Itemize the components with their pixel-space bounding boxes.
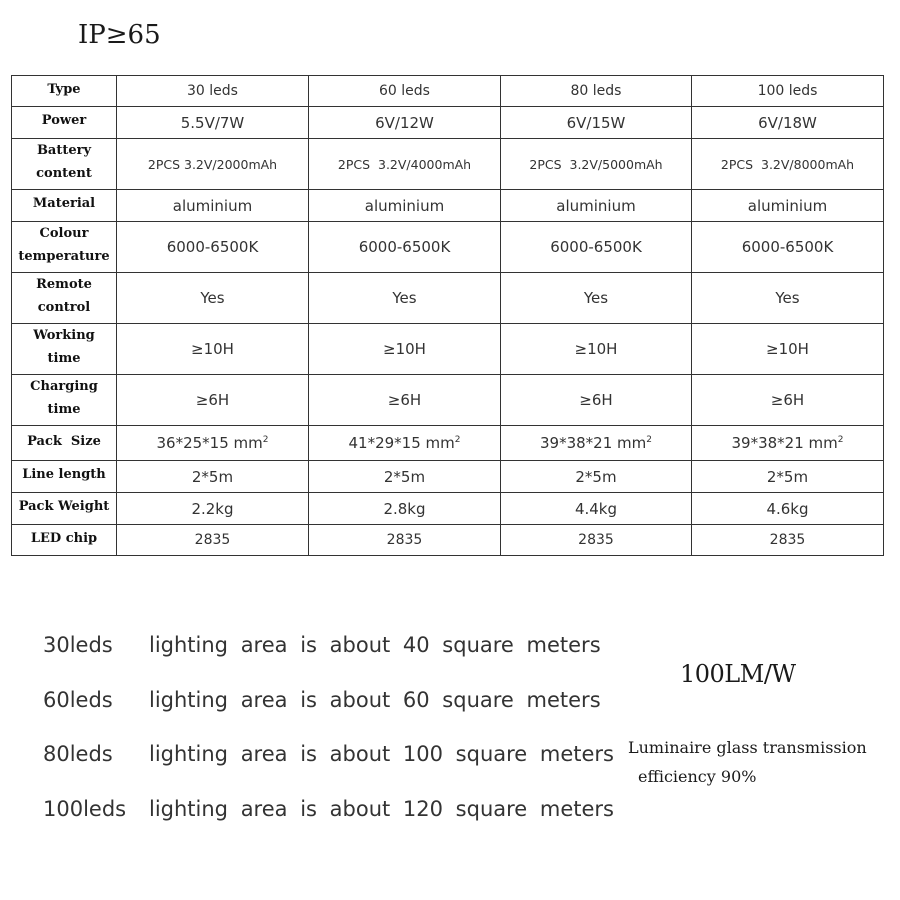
table-cell: ≥10H — [692, 324, 884, 375]
table-cell: ≥6H — [117, 375, 309, 426]
table-cell: 2.2kg — [117, 493, 309, 525]
table-cell: Yes — [501, 273, 692, 324]
unit-superscript: 2 — [837, 435, 844, 445]
row-label-led-chip: LED chip — [12, 525, 117, 556]
table-header-row — [12, 76, 884, 107]
table-cell: Yes — [692, 273, 884, 324]
glass-note-line: Luminaire glass transmission — [628, 738, 867, 757]
table-row — [12, 222, 884, 273]
lighting-area-list — [43, 618, 614, 836]
pack-size-value: 39*38*21 mm — [540, 434, 647, 452]
table-row — [12, 525, 884, 556]
table-cell: 2835 — [309, 525, 501, 556]
row-label-power: Power — [12, 107, 117, 139]
table-cell: 2*5m — [117, 461, 309, 493]
table-cell — [309, 426, 501, 461]
table-row — [12, 107, 884, 139]
list-item — [43, 618, 614, 673]
row-label-colour-temperature — [12, 222, 117, 273]
table-cell: Yes — [309, 273, 501, 324]
header-80-leds: 80 leds — [501, 76, 692, 107]
table-row — [12, 139, 884, 190]
ip-rating-heading: IP≥65 — [78, 20, 161, 50]
row-label-line: Remote — [36, 277, 92, 292]
table-cell — [117, 426, 309, 461]
table-cell: ≥6H — [309, 375, 501, 426]
list-item — [43, 673, 614, 728]
row-label-battery-content — [12, 139, 117, 190]
area-text: lighting area is about 120 square meters — [149, 797, 614, 822]
row-label-pack-weight: Pack Weight — [12, 493, 117, 525]
table-cell: 6000-6500K — [501, 222, 692, 273]
pack-size-value: 41*29*15 mm — [348, 434, 455, 452]
area-text: lighting area is about 40 square meters — [149, 633, 601, 658]
table-cell: aluminium — [309, 190, 501, 222]
leds-label: 80leds — [43, 742, 113, 767]
row-label-material: Material — [12, 190, 117, 222]
area-text: lighting area is about 60 square meters — [149, 687, 601, 712]
table-cell: 6000-6500K — [692, 222, 884, 273]
table-row — [12, 273, 884, 324]
leds-label: 60leds — [43, 687, 113, 712]
table-cell: 6V/18W — [692, 107, 884, 139]
row-label-line-length: Line length — [12, 461, 117, 493]
table-row — [12, 375, 884, 426]
table-cell: 5.5V/7W — [117, 107, 309, 139]
list-item — [43, 782, 614, 837]
table-cell: 2835 — [117, 525, 309, 556]
spec-table — [11, 75, 884, 556]
table-row — [12, 324, 884, 375]
table-row — [12, 461, 884, 493]
table-cell: aluminium — [117, 190, 309, 222]
table-cell: 4.6kg — [692, 493, 884, 525]
luminous-efficacy: 100LM/W — [680, 660, 796, 688]
table-cell: ≥10H — [309, 324, 501, 375]
table-cell: ≥6H — [692, 375, 884, 426]
table-row — [12, 493, 884, 525]
area-text: lighting area is about 100 square meters — [149, 742, 614, 767]
table-cell — [692, 426, 884, 461]
table-cell: 6V/12W — [309, 107, 501, 139]
row-label-remote-control — [12, 273, 117, 324]
header-type: Type — [12, 76, 117, 107]
unit-superscript: 2 — [262, 435, 269, 445]
table-cell: aluminium — [692, 190, 884, 222]
row-label-line: temperature — [18, 249, 110, 264]
row-label-pack-size: Pack Size — [12, 426, 117, 461]
row-label-line: Working — [33, 328, 95, 343]
glass-note-line: efficiency 90% — [638, 767, 757, 786]
table-cell: 2*5m — [501, 461, 692, 493]
table-cell: 6000-6500K — [117, 222, 309, 273]
table-cell: 2835 — [692, 525, 884, 556]
table-cell: ≥10H — [501, 324, 692, 375]
table-cell: 2PCS 3.2V/8000mAh — [692, 139, 884, 190]
row-label-line: Battery — [36, 143, 92, 158]
unit-superscript: 2 — [646, 435, 652, 445]
leds-label: 100leds — [43, 797, 127, 822]
header-60-leds: 60 leds — [309, 76, 501, 107]
leds-label: 30leds — [43, 633, 113, 658]
row-label-charging-time — [12, 375, 117, 426]
table-row — [12, 190, 884, 222]
table-cell: 2*5m — [692, 461, 884, 493]
row-label-line: content — [36, 166, 92, 181]
table-cell: 2*5m — [309, 461, 501, 493]
header-30-leds: 30 leds — [117, 76, 309, 107]
table-cell: 6000-6500K — [309, 222, 501, 273]
pack-size-value: 39*38*21 mm — [731, 434, 838, 452]
table-cell — [501, 426, 692, 461]
table-cell: Yes — [117, 273, 309, 324]
table-cell: ≥10H — [117, 324, 309, 375]
row-label-line: time — [47, 402, 81, 417]
unit-superscript: 2 — [454, 435, 461, 445]
table-cell: 2.8kg — [309, 493, 501, 525]
table-row — [12, 426, 884, 461]
row-label-line: control — [37, 300, 91, 315]
table-cell: 2835 — [501, 525, 692, 556]
list-item — [43, 727, 614, 782]
glass-transmission-note — [628, 733, 890, 791]
table-cell: 2PCS 3.2V/5000mAh — [501, 139, 692, 190]
row-label-line: Colour — [39, 226, 89, 241]
row-label-working-time — [12, 324, 117, 375]
header-100-leds: 100 leds — [692, 76, 884, 107]
table-cell: 4.4kg — [501, 493, 692, 525]
table-cell: 2PCS 3.2V/4000mAh — [309, 139, 501, 190]
row-label-line: Charging — [30, 379, 98, 394]
table-cell: 6V/15W — [501, 107, 692, 139]
table-cell: aluminium — [501, 190, 692, 222]
table-cell: 2PCS 3.2V/2000mAh — [117, 139, 309, 190]
table-cell: ≥6H — [501, 375, 692, 426]
row-label-line: time — [47, 351, 81, 366]
pack-size-value: 36*25*15 mm — [156, 434, 263, 452]
